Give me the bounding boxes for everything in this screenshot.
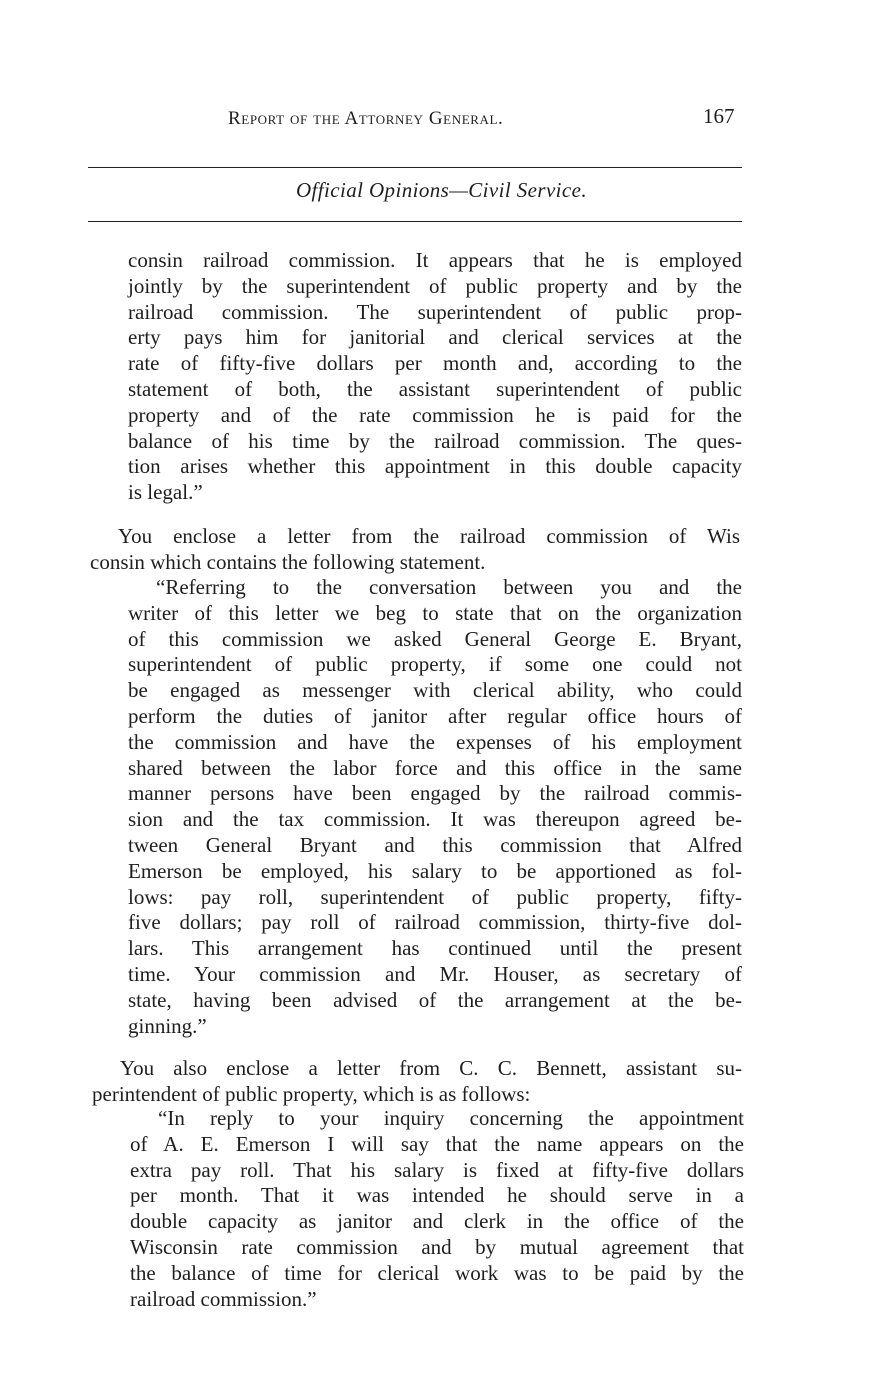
text-line: “Referring to the conversation between you and the — [156, 575, 742, 599]
text-line: railroad commission.” — [130, 1286, 317, 1311]
text-line: erty pays him for janitorial and clerical services at the — [128, 325, 742, 350]
text-line: perintendent of public property, which is as follows: — [92, 1081, 531, 1106]
text-line: manner persons have been engaged by the railroad commis- — [128, 781, 742, 806]
page-number: 167 — [703, 104, 735, 128]
text-line: lars. This arrangement has continued until the present — [128, 936, 742, 961]
header-rule-top — [88, 167, 742, 168]
text-line: consin which contains the following statement. — [90, 549, 486, 574]
text-line: jointly by the superintendent of public property and by the — [128, 273, 742, 298]
text-line: Emerson be employed, his salary to be apportioned as fol- — [128, 858, 742, 883]
header-rule-bottom — [88, 221, 742, 222]
text-line: the commission and have the expenses of his employment — [128, 729, 742, 754]
text-line: writer of this letter we beg to state that on the organization — [128, 600, 742, 625]
text-line: double capacity as janitor and clerk in the office of the — [130, 1209, 744, 1234]
text-line: railroad commission. The superintendent of public prop- — [128, 299, 742, 324]
text-line: consin railroad commission. It appears that he is employed — [128, 248, 742, 272]
text-line: You enclose a letter from the railroad commission of Wis — [118, 524, 740, 548]
text-line: of this commission we asked General George E. Bryant, — [128, 626, 742, 651]
text-line: five dollars; pay roll of railroad commission, thirty-five dol- — [128, 910, 742, 935]
text-line: rate of fifty-five dollars per month and, according to the — [128, 351, 742, 376]
text-line: is legal.” — [128, 480, 203, 505]
text-line: tion arises whether this appointment in this double capacity — [128, 454, 742, 479]
text-line: the balance of time for clerical work was to be paid by the — [130, 1260, 744, 1285]
text-line: perform the duties of janitor after regular office hours of — [128, 703, 742, 728]
text-line: be engaged as messenger with clerical ability, who could — [128, 678, 742, 703]
text-line: per month. That it was intended he should serve in a — [130, 1183, 744, 1208]
text-line: shared between the labor force and this office in the same — [128, 755, 742, 780]
text-line: time. Your commission and Mr. Houser, as secretary of — [128, 961, 742, 986]
text-line: state, having been advised of the arrangement at the be- — [128, 987, 742, 1012]
paragraph-bennett-letter — [92, 1056, 742, 1108]
text-line: sion and the tax commission. It was thereupon agreed be- — [128, 807, 742, 832]
text-line: lows: pay roll, superintendent of public property, fifty- — [128, 884, 742, 909]
text-line: ginning.” — [128, 1013, 207, 1038]
running-title: Report of the Attorney General. — [228, 108, 504, 129]
quote-continuation — [128, 248, 742, 506]
text-line: property and of the rate commission he is paid for the — [128, 402, 742, 427]
section-title: Official Opinions—Civil Service. — [295, 178, 587, 202]
text-line: Wisconsin rate commission and by mutual agreement that — [130, 1234, 744, 1259]
text-line: balance of his time by the railroad commission. The ques- — [128, 428, 742, 453]
text-line: tween General Bryant and this commission that Alfred — [128, 832, 742, 857]
text-line: superintendent of public property, if some one could not — [128, 652, 742, 677]
paragraph-enclose-letter — [90, 524, 740, 576]
text-line: You also enclose a letter from C. C. Bennett, assistant su- — [120, 1056, 742, 1080]
text-line: statement of both, the assistant superintendent of public — [128, 376, 742, 401]
quote-bennett — [130, 1106, 744, 1312]
quote-railroad-commission — [128, 575, 742, 1039]
text-line: extra pay roll. That his salary is fixed at fifty-five dollars — [130, 1157, 744, 1182]
running-head — [0, 104, 883, 134]
text-line: “In reply to your inquiry concerning the appointment — [158, 1106, 744, 1130]
text-line: of A. E. Emerson I will say that the name appears on the — [130, 1131, 744, 1156]
